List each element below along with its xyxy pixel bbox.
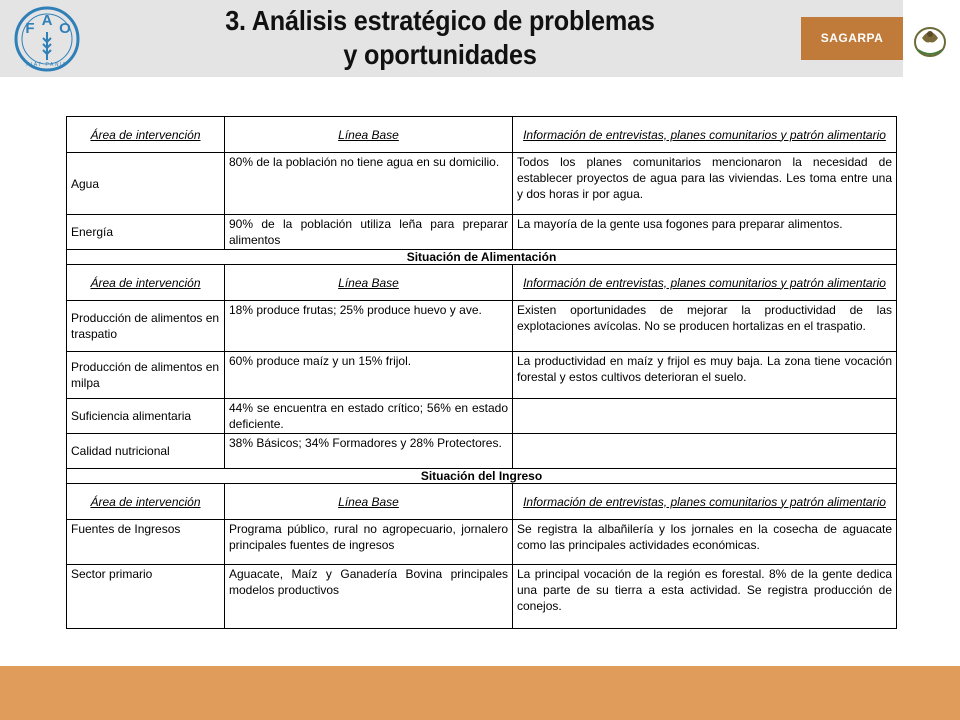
- mexico-seal-icon: [910, 18, 950, 62]
- baseline-cell: 90% de la población utiliza leña para preparar alimentos: [225, 215, 513, 250]
- info-cell: La mayoría de la gente usa fogones para preparar alimentos.: [513, 215, 897, 250]
- area-cell: Producción de alimentos en traspatio: [67, 301, 225, 352]
- baseline-cell: 18% produce frutas; 25% produce huevo y ave.: [225, 301, 513, 352]
- info-cell: [513, 399, 897, 434]
- table-row: [67, 352, 897, 399]
- section-title: Situación de Alimentación: [67, 250, 897, 265]
- footer-band: [0, 666, 960, 720]
- fao-letter-o: O: [59, 20, 71, 37]
- area-cell: Fuentes de Ingresos: [67, 520, 225, 565]
- table-row: [67, 399, 897, 434]
- baseline-cell: 60% produce maíz y un 15% frijol.: [225, 352, 513, 399]
- header-cell: Línea Base: [225, 484, 513, 520]
- area-cell: Suficiencia alimentaria: [67, 399, 225, 434]
- info-cell: Se registra la albañilería y los jornales en la cosecha de aguacate como las principales actividades económicas.: [513, 520, 897, 565]
- header-cell: Información de entrevistas, planes comunitarios y patrón alimentario: [513, 265, 897, 301]
- info-cell: Existen oportunidades de mejorar la productividad de las explotaciones avícolas. No se producen hortalizas en el traspatio.: [513, 301, 897, 352]
- table-row: [67, 565, 897, 629]
- section-title: Situación del Ingreso: [67, 469, 897, 484]
- info-cell: [513, 434, 897, 469]
- baseline-cell: 80% de la población no tiene agua en su domicilio.: [225, 153, 513, 215]
- area-cell: Producción de alimentos en milpa: [67, 352, 225, 399]
- header-cell: Información de entrevistas, planes comunitarios y patrón alimentario: [513, 117, 897, 153]
- table-row: [67, 301, 897, 352]
- baseline-cell: Programa público, rural no agropecuario, jornalero principales fuentes de ingresos: [225, 520, 513, 565]
- area-cell: Sector primario: [67, 565, 225, 629]
- sagarpa-logo: SAGARPA: [801, 17, 903, 60]
- table-row: [67, 153, 897, 215]
- info-cell: La principal vocación de la región es forestal. 8% de la gente dedica una parte de su tierra a esta actividad. Se registra producción de conejos.: [513, 565, 897, 629]
- table-header-row: [67, 265, 897, 301]
- baseline-cell: Aguacate, Maíz y Ganadería Bovina principales modelos productivos: [225, 565, 513, 629]
- info-cell: Todos los planes comunitarios mencionaron la necesidad de establecer proyectos de agua para las viviendas. Les toma entre una y dos horas ir por agua.: [513, 153, 897, 215]
- area-cell: Calidad nutricional: [67, 434, 225, 469]
- section-title-row: [67, 469, 897, 484]
- analysis-table: [66, 116, 897, 629]
- table-row: [67, 434, 897, 469]
- fao-letter-f: F: [25, 20, 35, 37]
- table-header-row: [67, 484, 897, 520]
- fao-letter-a: A: [41, 12, 53, 29]
- area-cell: Agua: [67, 153, 225, 215]
- title-line-2: y oportunidades: [343, 39, 537, 70]
- page-title: [179, 4, 701, 72]
- table-row: [67, 215, 897, 250]
- fao-motto: FIAT PANIS: [26, 62, 68, 68]
- baseline-cell: 44% se encuentra en estado crítico; 56% en estado deficiente.: [225, 399, 513, 434]
- section-title-row: [67, 250, 897, 265]
- baseline-cell: 38% Básicos; 34% Formadores y 28% Protectores.: [225, 434, 513, 469]
- table-header-row: [67, 117, 897, 153]
- header-cell: Área de intervención: [67, 117, 225, 153]
- info-cell: La productividad en maíz y frijol es muy baja. La zona tiene vocación forestal y estos cultivos deterioran el suelo.: [513, 352, 897, 399]
- table-row: [67, 520, 897, 565]
- header-cell: Área de intervención: [67, 265, 225, 301]
- title-line-1: 3. Análisis estratégico de problemas: [225, 5, 655, 36]
- area-cell: Energía: [67, 215, 225, 250]
- header-cell: Línea Base: [225, 117, 513, 153]
- header-cell: Línea Base: [225, 265, 513, 301]
- fao-logo: [8, 6, 86, 72]
- header-cell: Información de entrevistas, planes comunitarios y patrón alimentario: [513, 484, 897, 520]
- header-cell: Área de intervención: [67, 484, 225, 520]
